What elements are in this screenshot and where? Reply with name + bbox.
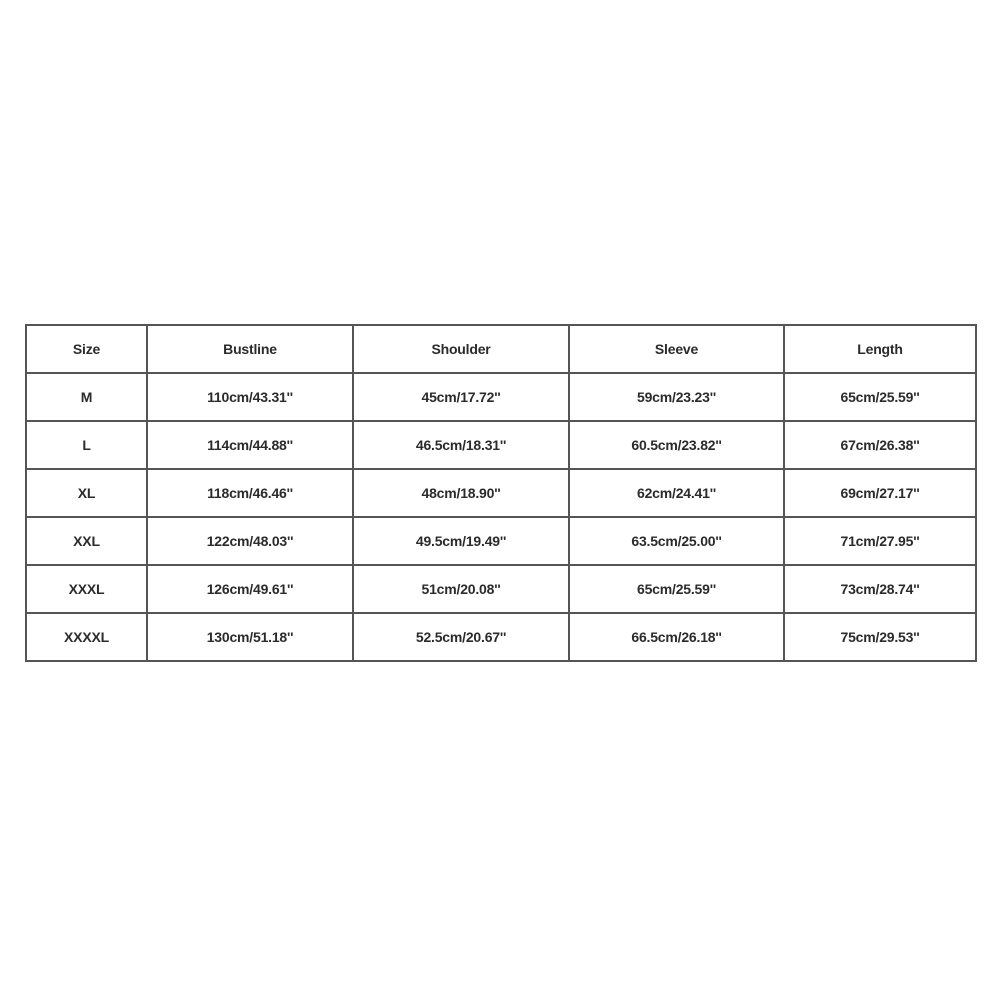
- table-row: [26, 565, 976, 613]
- header-sleeve: Sleeve: [569, 325, 784, 373]
- cell-length: 75cm/29.53'': [784, 613, 976, 661]
- table-row: [26, 613, 976, 661]
- cell-bustline: 110cm/43.31'': [147, 373, 353, 421]
- table-row: [26, 373, 976, 421]
- cell-bustline: 126cm/49.61'': [147, 565, 353, 613]
- table-row: [26, 517, 976, 565]
- header-bustline: Bustline: [147, 325, 353, 373]
- cell-sleeve: 66.5cm/26.18'': [569, 613, 784, 661]
- cell-shoulder: 45cm/17.72'': [353, 373, 569, 421]
- size-chart-table: [25, 324, 977, 662]
- cell-length: 69cm/27.17'': [784, 469, 976, 517]
- table-row: [26, 421, 976, 469]
- cell-shoulder: 48cm/18.90'': [353, 469, 569, 517]
- cell-size: XXXXL: [26, 613, 147, 661]
- cell-shoulder: 46.5cm/18.31'': [353, 421, 569, 469]
- table-row: [26, 469, 976, 517]
- cell-bustline: 114cm/44.88'': [147, 421, 353, 469]
- header-length: Length: [784, 325, 976, 373]
- cell-sleeve: 59cm/23.23'': [569, 373, 784, 421]
- cell-length: 65cm/25.59'': [784, 373, 976, 421]
- cell-size: M: [26, 373, 147, 421]
- cell-length: 67cm/26.38'': [784, 421, 976, 469]
- cell-bustline: 122cm/48.03'': [147, 517, 353, 565]
- header-size: Size: [26, 325, 147, 373]
- cell-sleeve: 65cm/25.59'': [569, 565, 784, 613]
- cell-sleeve: 63.5cm/25.00'': [569, 517, 784, 565]
- cell-size: L: [26, 421, 147, 469]
- header-shoulder: Shoulder: [353, 325, 569, 373]
- cell-length: 71cm/27.95'': [784, 517, 976, 565]
- table-header-row: [26, 325, 976, 373]
- cell-size: XXXL: [26, 565, 147, 613]
- cell-bustline: 118cm/46.46'': [147, 469, 353, 517]
- cell-size: XXL: [26, 517, 147, 565]
- cell-shoulder: 49.5cm/19.49'': [353, 517, 569, 565]
- cell-length: 73cm/28.74'': [784, 565, 976, 613]
- cell-sleeve: 62cm/24.41'': [569, 469, 784, 517]
- cell-bustline: 130cm/51.18'': [147, 613, 353, 661]
- cell-sleeve: 60.5cm/23.82'': [569, 421, 784, 469]
- cell-size: XL: [26, 469, 147, 517]
- cell-shoulder: 51cm/20.08'': [353, 565, 569, 613]
- cell-shoulder: 52.5cm/20.67'': [353, 613, 569, 661]
